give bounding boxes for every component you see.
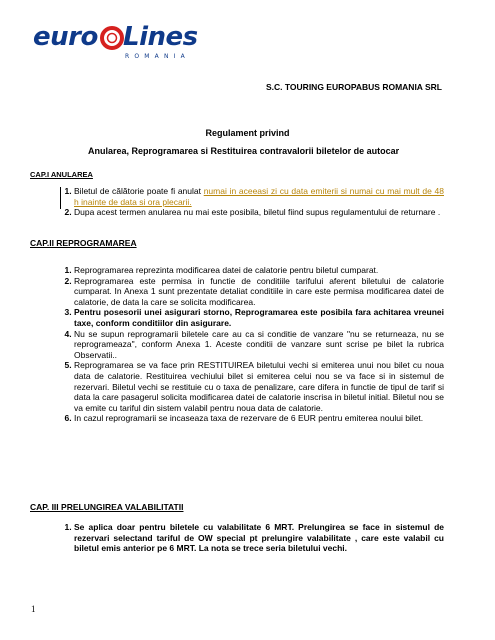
eurolines-logo (31, 20, 201, 70)
item-text: Reprogramarea se va face prin RESTITUIREA biletului vechi si emiterea unui nou bilet cu noua data de calatorie. Restituirea vechiului bilet si emiterea celui nou se va face si in sistemul de rezervari. Biletul vechi se restituie cu o taxa de penalizare, care difera in functie de tipul de tarif si data la care pasagerul solicita modificarea datei de calatorie inscrisa in biletul initial. Biletul nou se va emite cu tariful din sistem valabil pentru noua data de calatorie. (74, 360, 444, 413)
item-text: Dupa acest termen anularea nu mai este posibila, biletul fiind supus regulamentului de returnare . (74, 207, 441, 218)
list-item (74, 413, 444, 424)
highlighted-text: numai in aceeasi zi cu data emiterii si numai cu mai mult de 48 h inainte de data si ora plecarii. (74, 186, 444, 207)
chapter-2-list (58, 265, 444, 424)
item-text: In cazul reprogramarii se incaseaza taxa de rezervare de 6 EUR pentru emiterea noului bilet. (74, 413, 424, 424)
chapter-3-list (58, 522, 444, 554)
document-subtitle: Anularea, Reprogramarea si Restituirea contravalorii biletelor de autocar (88, 146, 400, 156)
chapter-1-list (58, 186, 444, 218)
list-item (74, 265, 444, 276)
list-item (74, 207, 444, 218)
page-number: 1 (31, 604, 36, 614)
document-title: Regulament privind (205, 128, 290, 138)
list-item (74, 329, 444, 361)
logo-lines-text: Lines (123, 22, 198, 52)
chapter-2-heading: CAP.II REPROGRAMAREA (30, 238, 137, 248)
item-text: Nu se supun reprogramarii biletele care au ca si conditie de vanzare "nu se returneaza, nu se reprogrameaza", conform Anexa 1. Aceste conditii de vanzare sunt scrise pe bilet la rubrica Observatii.. (74, 328, 444, 360)
list-item (74, 522, 444, 554)
logo-subtitle: ROMANIA (125, 53, 190, 60)
list-item (74, 186, 444, 207)
chapter-1-heading: CAP.I ANULAREA (30, 170, 93, 179)
item-text: Biletul de călătorie poate fi anulat (74, 186, 204, 196)
chapter-3-heading: CAP. III PRELUNGIREA VALABILITATII (30, 502, 184, 512)
list-item (74, 307, 444, 328)
item-text: Reprogramarea reprezinta modificarea datei de calatorie pentru biletul cumparat. (74, 265, 379, 275)
item-text: Se aplica doar pentru biletele cu valabilitate 6 MRT. Prelungirea se face in sistemul de rezervari selectand tariful de OW special pt prelungire valabilitate , care este valabil cu biletul emis anterior pe 6 MRT. La nota se trece seria biletului vechi. (74, 522, 444, 554)
list-item (74, 360, 444, 413)
list-item (74, 276, 444, 308)
item-text: Pentru posesorii unei asigurari storno, Reprogramarea este posibila fara achitarea vreunei taxe, conform conditiilor din asigurare. (74, 307, 444, 328)
item-text: Reprogramarea este permisa in functie de conditiile tarifului aferent biletului de calatorie cumparat. In Anexa 1 sunt prezentate detaliat conditiile in care este permisa modificarea datei de calatorie, de data la care se solicita modificarea. (74, 275, 444, 307)
company-name: S.C. TOURING EUROPABUS ROMANIA SRL (266, 82, 442, 92)
logo-ring-icon (99, 25, 125, 51)
logo-euro-text: euro (33, 22, 98, 52)
